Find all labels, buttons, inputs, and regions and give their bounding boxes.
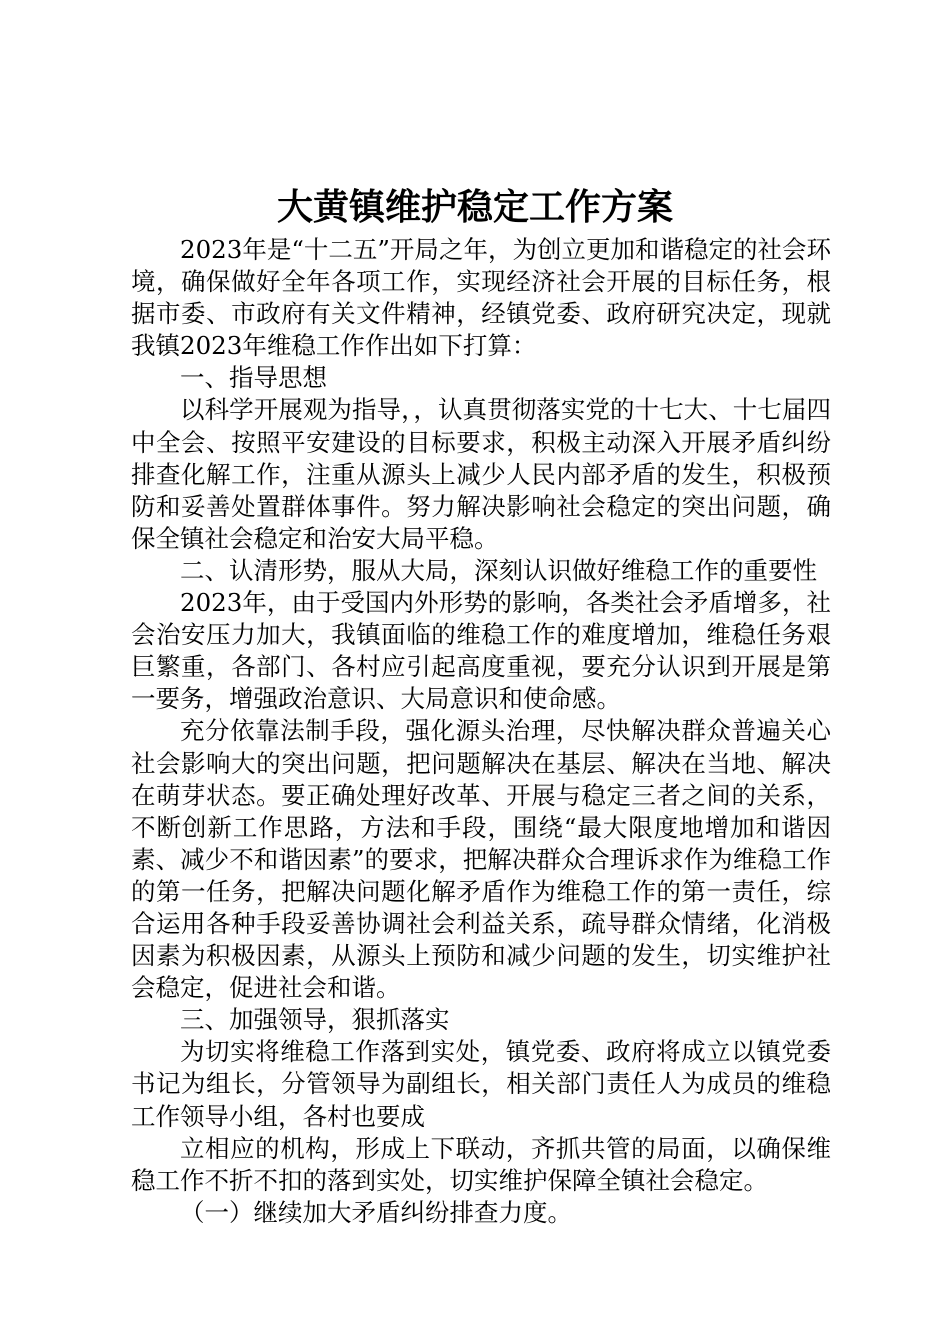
paragraph-legal-means: 充分依靠法制手段，强化源头治理，尽快解决群众普遍关心社会影响大的突出问题，把问题解决在基层、解决在当地、解决在萌芽状态。要正确处理好改革、开展与稳定三者之间的关系，不断创新工作思路，方法和手段，围绕“最大限度地增加和谐因素、减少不和谐因素”的要求，把解决群众合理诉求作为维稳工作的第一任务，把解决问题化解矛盾作为维稳工作的第一责任，综合运用各种手段妥善协调社会利益关系，疏导群众情绪，化消极因素为积极因素，从源头上预防和减少问题的发生，切实维护社会稳定，促进社会和谐。 [131, 716, 831, 1003]
section-heading-2: 二、认清形势，服从大局，深刻认识做好维稳工作的重要性 [180, 555, 817, 585]
document-title: 大黄镇维护稳定工作方案 [276, 186, 673, 228]
paragraph-leadership-continued: 立相应的机构，形成上下联动，齐抓共管的局面，以确保维稳工作不折不扣的落到实处，切实维护保障全镇社会稳定。 [131, 1133, 831, 1195]
paragraph-situation: 2023年，由于受国内外形势的影响，各类社会矛盾增多，社会治安压力加大，我镇面临的维稳工作的难度增加，维稳任务艰巨繁重，各部门、各村应引起高度重视，要充分认识到开展是第一要务，增强政治意识、大局意识和使命感。 [131, 588, 831, 714]
section-heading-3: 三、加强领导，狠抓落实 [180, 1005, 450, 1035]
document-body [131, 234, 831, 1229]
section-heading-1: 一、指导思想 [180, 363, 327, 393]
paragraph-guiding-thought: 以科学开展观为指导，，认真贯彻落实党的十七大、十七届四中全会、按照平安建设的目标要求，积极主动深入开展矛盾纠纷排查化解工作，注重从源头上减少人民内部矛盾的发生，积极预防和妥善处置群体事件。努力解决影响社会稳定的突出问题，确保全镇社会稳定和治安大局平稳。 [131, 395, 831, 553]
subsection-heading-1: （一）继续加大矛盾纠纷排查力度。 [180, 1197, 572, 1227]
paragraph-leadership: 为切实将维稳工作落到实处，镇党委、政府将成立以镇党委书记为组长，分管领导为副组长，相关部门责任人为成员的维稳工作领导小组，各村也要成 [131, 1037, 831, 1131]
paragraph-intro: 2023年是“十二五”开局之年，为创立更加和谐稳定的社会环境，确保做好全年各项工作，实现经济社会开展的目标任务，根据市委、市政府有关文件精神，经镇党委、政府研究决定，现就我镇2023年维稳工作作出如下打算： [131, 235, 831, 361]
